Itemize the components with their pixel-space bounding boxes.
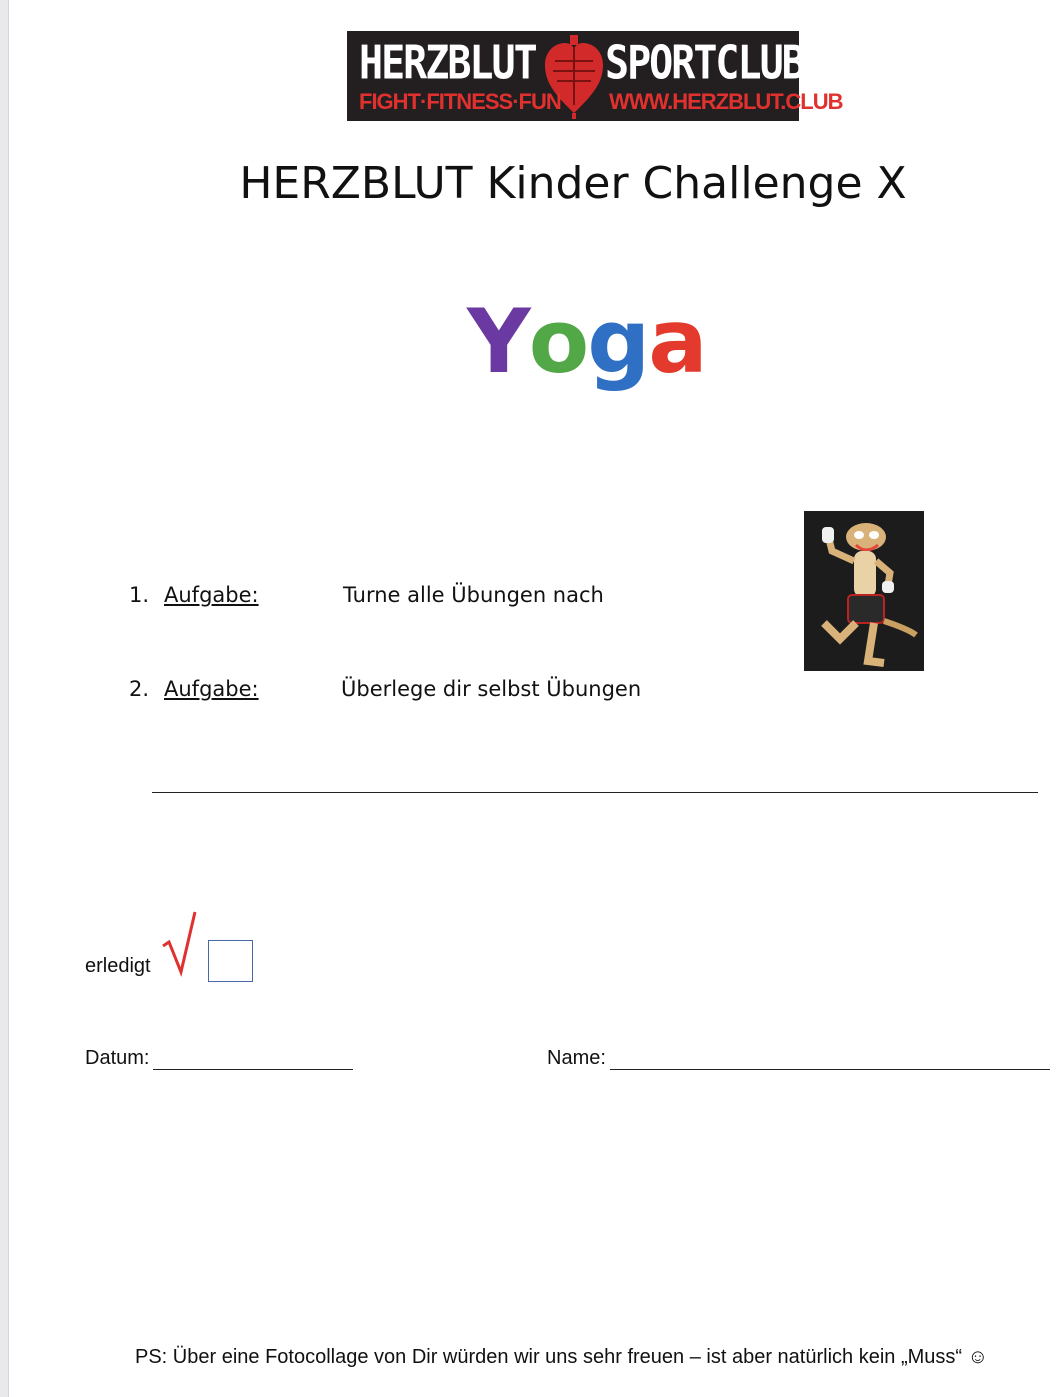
task-label: Aufgabe:: [164, 583, 259, 607]
ps-note: PS: Über eine Fotocollage von Dir würden wir uns sehr freuen – ist aber natürlich kein „Muss“ ☺: [135, 1346, 989, 1368]
separator-line: [152, 792, 1038, 793]
yoga-letter-g: g: [587, 290, 649, 393]
logo-brand-right: SPORTCLUB: [605, 37, 804, 90]
date-input-line[interactable]: [153, 1051, 353, 1070]
done-checkbox[interactable]: [208, 940, 253, 982]
logo-tagline-left: FIGHT·FITNESS·FUN: [359, 89, 561, 114]
task-text: Turne alle Übungen nach: [343, 583, 604, 607]
logo-brand-left: HERZBLUT: [359, 37, 536, 90]
check-mark-icon: [161, 910, 201, 980]
name-label: Name:: [547, 1047, 606, 1069]
mascot-picture: [804, 511, 924, 671]
yoga-letter-a: a: [648, 290, 706, 393]
date-field[interactable]: [85, 1047, 353, 1070]
worksheet-page: [8, 0, 1060, 1397]
task-text: Überlege dir selbst Übungen: [341, 677, 642, 701]
yoga-letter-y: Y: [467, 290, 529, 393]
logo-tagline-right: WWW.HERZBLUT.CLUB: [609, 89, 843, 114]
herzblut-logo: [347, 31, 843, 121]
yoga-heading: [467, 290, 706, 410]
page-title: HERZBLUT Kinder Challenge X: [239, 158, 907, 209]
done-label: erledigt: [85, 955, 151, 977]
name-field[interactable]: [547, 1047, 1050, 1070]
task-label: Aufgabe:: [164, 677, 259, 701]
task-number: 2.: [129, 677, 150, 701]
date-label: Datum:: [85, 1047, 150, 1069]
yoga-letter-o: o: [528, 290, 588, 393]
meerkat-fighter-icon: [804, 511, 924, 671]
task-number: 1.: [129, 583, 150, 607]
name-input-line[interactable]: [610, 1051, 1050, 1070]
